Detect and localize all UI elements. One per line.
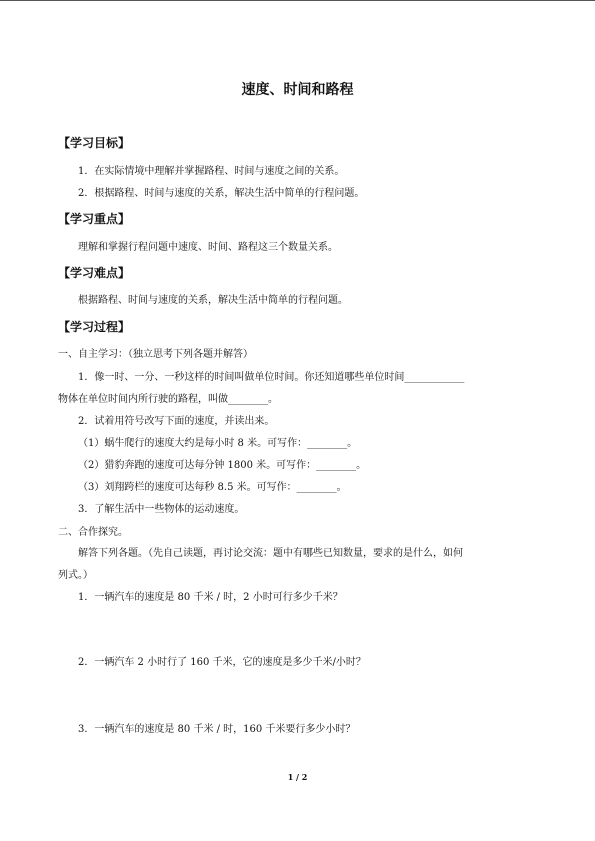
heading-goals: 【学习目标】 <box>58 136 131 150</box>
page-top-border <box>0 0 595 1</box>
part1-q2-item-1: （1）蜗牛爬行的速度大约是每小时 8 米。可写作：________。 <box>78 438 358 449</box>
key-points-text: 理解和掌握行程问题中速度、时间、路程这三个数量关系。 <box>78 242 338 253</box>
heading-difficulties: 【学习难点】 <box>58 266 131 280</box>
part1-q1-line2: 物体在单位时间内所行驶的路程，叫做________。 <box>58 394 278 405</box>
part1-q1-line1: 1．像一时、一分、一秒这样的时间叫做单位时间。你还知道哪些单位时间____________ <box>78 372 465 383</box>
part2-intro-line1: 解答下列各题。（先自己读题，再讨论交流：题中有哪些已知数量，要求的是什么，如何 <box>78 548 463 559</box>
part2-intro-line2: 列式。） <box>58 570 93 581</box>
goal-item-2: 2．根据路程、时间与速度的关系，解决生活中简单的行程问题。 <box>78 188 365 199</box>
difficulties-text: 根据路程、时间与速度的关系，解决生活中简单的行程问题。 <box>78 295 348 306</box>
part1-q2: 2．试着用符号改写下面的速度，并读出来。 <box>78 416 275 427</box>
part2-problem-3: 3．一辆汽车的速度是 80 千米 / 时，160 千米要行多少小时？ <box>78 724 356 735</box>
part2-problem-2: 2．一辆汽车 2 小时行了 160 千米，它的速度是多少千米/小时？ <box>78 657 366 668</box>
part1-title: 一、自主学习：（独立思考下列各题并解答） <box>58 349 253 360</box>
page-title: 速度、时间和路程 <box>241 82 354 98</box>
part1-q3: 3．了解生活中一些物体的运动速度。 <box>78 504 245 515</box>
part2-problem-1: 1．一辆汽车的速度是 80 千米 / 时，2 小时可行多少千米？ <box>78 592 343 603</box>
page-number: 1 / 2 <box>287 772 308 782</box>
goal-item-1: 1．在实际情境中理解并掌握路程、时间与速度之间的关系。 <box>78 166 345 177</box>
heading-key-points: 【学习重点】 <box>58 212 131 226</box>
part1-q2-item-2: （2）猎豹奔跑的速度可达每分钟 1800 米。可写作：________。 <box>78 460 367 471</box>
part2-title: 二、合作探究。 <box>58 527 128 538</box>
heading-process: 【学习过程】 <box>58 320 131 334</box>
part1-q2-item-3: （3）刘翔跨栏的速度可达每秒 8.5 米。可写作：________。 <box>78 482 347 493</box>
